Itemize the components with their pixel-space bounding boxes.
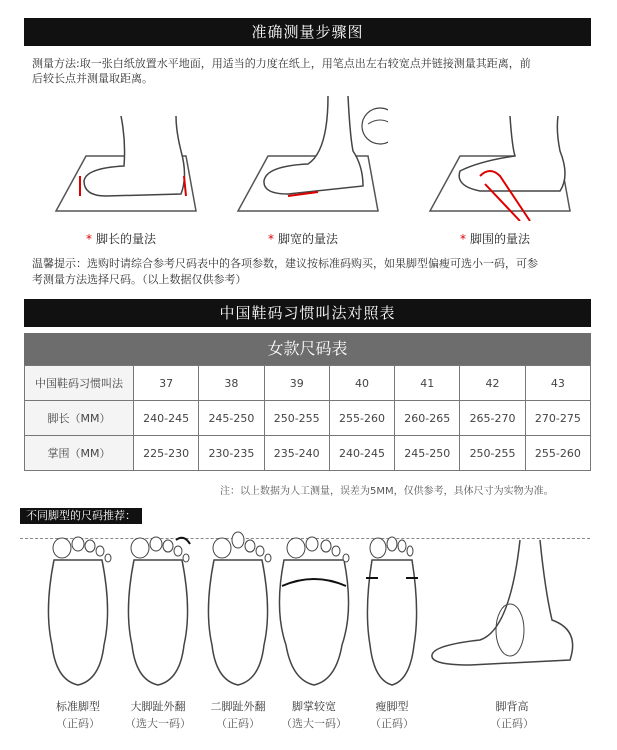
foot-width-illustration <box>228 96 388 221</box>
table-cell: 41 <box>395 366 460 401</box>
table-cell: 245-250 <box>395 436 460 471</box>
table-row <box>25 366 591 401</box>
foot-girth-illustration <box>420 96 580 221</box>
table-cell: 225-230 <box>134 436 199 471</box>
women-size-header: 女款尺码表 <box>24 333 591 365</box>
table-cell: 245-250 <box>199 401 264 436</box>
method-text-2: 后较长点并测量取距离。 <box>32 72 153 85</box>
table-cell: 255-260 <box>525 436 590 471</box>
table-cell: 260-265 <box>395 401 460 436</box>
foot-label-narrow: 瘦脚型 （正码） <box>370 700 414 730</box>
foot-label-bunion: 大脚趾外翻 （选大一码） <box>125 700 191 730</box>
table-cell: 38 <box>199 366 264 401</box>
table-cell: 42 <box>460 366 525 401</box>
table-row <box>25 436 591 471</box>
table-cell: 39 <box>264 366 329 401</box>
table-cell: 230-235 <box>199 436 264 471</box>
table-cell: 265-270 <box>460 401 525 436</box>
foot-label-standard: 标准脚型 （正码） <box>56 700 100 730</box>
caption-width: * 脚宽的量法 <box>268 232 339 246</box>
table-cell: 43 <box>525 366 590 401</box>
table-cell: 240-245 <box>134 401 199 436</box>
table-cell: 255-260 <box>329 401 394 436</box>
table-row <box>25 401 591 436</box>
tip-text-2: 考测量方法选择尺码。（以上数据仅供参考） <box>32 273 247 286</box>
table-cell: 250-255 <box>264 401 329 436</box>
section-title-measure: 准确测量步骤图 <box>24 18 591 46</box>
method-text-1: 测量方法:取一张白纸放置水平地面，用适当的力度在纸上，用笔点出左右较宽点并链接测量其距离，前 <box>32 57 531 70</box>
table-cell: 40 <box>329 366 394 401</box>
foot-bunion-illustration <box>120 530 196 690</box>
foot-type-tag: 不同脚型的尺码推荐： <box>20 508 142 524</box>
table-cell: 37 <box>134 366 199 401</box>
foot-second-toe-illustration <box>200 530 276 690</box>
table-cell: 270-275 <box>525 401 590 436</box>
foot-wide-illustration <box>276 530 352 690</box>
table-cell: 250-255 <box>460 436 525 471</box>
foot-high-instep-illustration <box>420 530 590 690</box>
row-label: 脚长（MM） <box>25 401 134 436</box>
foot-narrow-illustration <box>354 530 430 690</box>
size-table <box>24 365 591 471</box>
foot-label-high-instep: 脚背高 （正码） <box>490 700 534 730</box>
foot-standard-illustration <box>40 530 116 690</box>
section-title-size-chart: 中国鞋码习惯叫法对照表 <box>24 299 591 327</box>
table-note: 注：以上数据为人工测量，误差为5MM，仅供参考，具体尺寸为实物为准。 <box>220 486 554 497</box>
table-cell: 235-240 <box>264 436 329 471</box>
tip-text-1: 温馨提示：选购时请综合参考尺码表中的各项参数，建议按标准码购买，如果脚型偏瘦可选小一码，可参 <box>32 257 538 270</box>
foot-length-illustration <box>46 96 206 221</box>
caption-length: * 脚长的量法 <box>86 232 157 246</box>
caption-girth: * 脚围的量法 <box>460 232 531 246</box>
table-cell: 240-245 <box>329 436 394 471</box>
row-label: 掌围（MM） <box>25 436 134 471</box>
foot-label-wide: 脚掌较宽 （选大一码） <box>281 700 347 730</box>
foot-label-second-toe: 二脚趾外翻 （正码） <box>210 700 266 730</box>
row-label: 中国鞋码习惯叫法 <box>25 366 134 401</box>
